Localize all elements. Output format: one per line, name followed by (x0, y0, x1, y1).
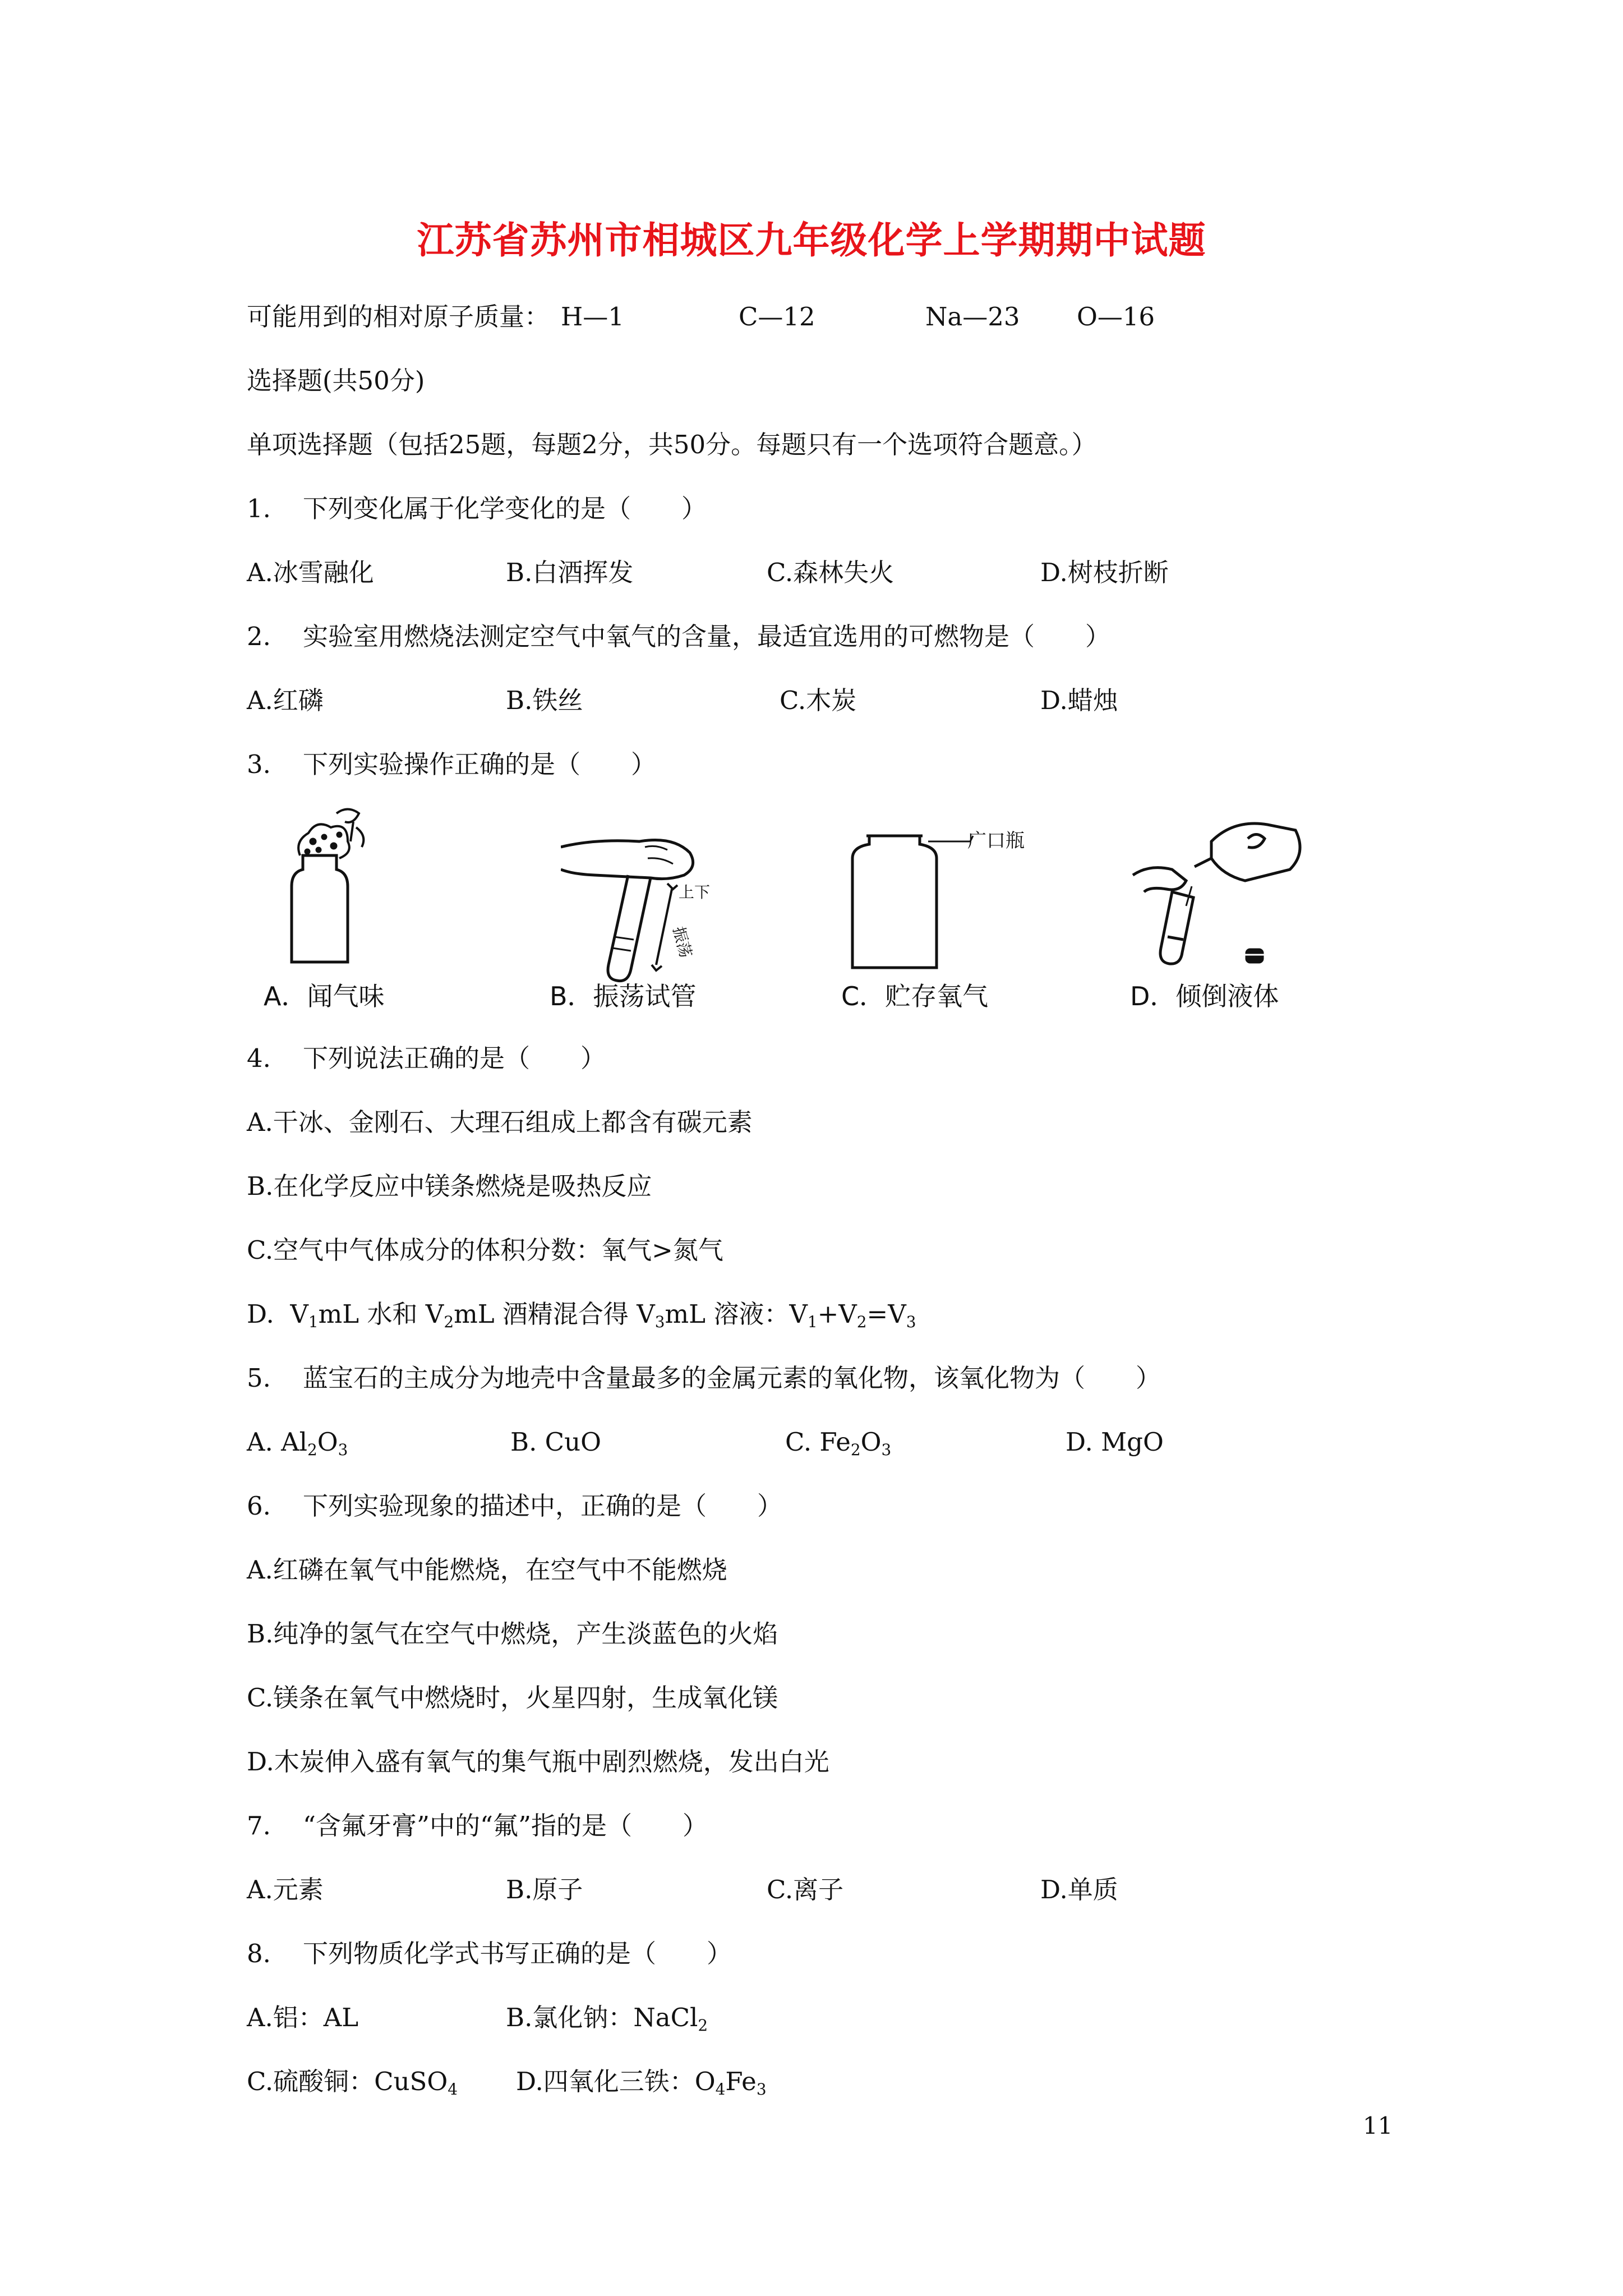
q1-option-b: B.白酒挥发 (506, 558, 634, 587)
q8-option-a: A.铝：AL (247, 2003, 359, 2032)
shake-word-label: 振荡 (669, 924, 695, 960)
question-stem: 下列变化属于化学变化的是（ ） (303, 494, 707, 523)
question-8 (247, 1941, 732, 1966)
q5-option-a: A. $Al_2O_3$ (247, 1427, 348, 1459)
q6-option-b: B.纯净的氢气在空气中燃烧，产生淡蓝色的火焰 (247, 1619, 778, 1649)
q8-option-c: C.硫酸铜：CuSO$_4$ (247, 2067, 458, 2099)
q1-option-a: A.冰雪融化 (247, 558, 374, 587)
question-number: 8. (247, 1939, 271, 1968)
q4-option-b: B.在化学反应中镁条燃烧是吸热反应 (247, 1171, 652, 1201)
atomic-mass-o: O—16 (1077, 302, 1155, 332)
question-stem: “含氟牙膏”中的“氟”指的是（ ） (303, 1811, 708, 1841)
q7-option-a: A.元素 (247, 1875, 324, 1904)
instructions: 单项选择题（包括25题，每题2分，共50分。每题只有一个选项符合题意。） (247, 430, 1097, 459)
smell-gas-figure (269, 802, 404, 970)
q4-option-c: C.空气中气体成分的体积分数：氧气>氮气 (247, 1235, 723, 1265)
q5-option-b: B. CuO (510, 1427, 601, 1457)
question-stem: 蓝宝石的主成分为地壳中含量最多的金属元素的氧化物，该氧化物为（ ） (303, 1363, 1161, 1393)
q6-option-c: C.镁条在氧气中燃烧时，火星四射，生成氧化镁 (247, 1683, 778, 1713)
q2-option-b: B.铁丝 (506, 685, 583, 715)
q5-option-d: D. MgO (1066, 1427, 1164, 1457)
question-4 (247, 1043, 606, 1073)
q4-option-a: A.干冰、金刚石、大理石组成上都含有碳元素 (247, 1107, 753, 1137)
atomic-mass-na: Na—23 (925, 302, 1020, 332)
q8-option-b: B.氯化钠：NaCl$_2$ (506, 2003, 708, 2035)
q7-option-c: C.离子 (767, 1875, 844, 1904)
question-stem: 下列物质化学式书写正确的是（ ） (303, 1939, 732, 1968)
q8-option-d: D.四氧化三铁：$O_4Fe_3$ (516, 2067, 767, 2099)
q7-option-b: B.原子 (506, 1875, 583, 1904)
question-stem: 下列实验操作正确的是（ ） (303, 749, 657, 779)
q2-option-d: D.蜡烛 (1040, 685, 1118, 715)
question-stem: 下列说法正确的是（ ） (303, 1043, 606, 1073)
wide-mouth-bottle-figure (841, 827, 1032, 973)
q3-caption-b: B．振荡试管 (550, 981, 697, 1011)
q6-option-a: A.红磷在氧气中能燃烧，在空气中不能燃烧 (247, 1555, 727, 1585)
q6-option-d: D.木炭伸入盛有氧气的集气瓶中剧烈燃烧，发出白光 (247, 1747, 829, 1777)
pour-liquid-figure (1127, 808, 1312, 987)
atomic-mass-h: H—1 (561, 302, 624, 332)
question-number: 7. (247, 1811, 271, 1841)
question-stem: 实验室用燃烧法测定空气中氧气的含量，最适宜选用的可燃物是（ ） (303, 622, 1111, 651)
q2-option-c: C.木炭 (780, 685, 857, 715)
question-5 (247, 1365, 1161, 1391)
q1-option-d: D.树枝折断 (1040, 558, 1169, 587)
q3-caption-c: C．贮存氧气 (841, 981, 989, 1011)
question-6 (247, 1493, 782, 1519)
q2-option-a: A.红磷 (247, 685, 324, 715)
q5-option-c: C. $Fe_2O_3$ (785, 1427, 892, 1459)
question-7 (247, 1811, 708, 1841)
question-stem: 下列实验现象的描述中，正确的是（ ） (303, 1491, 783, 1521)
question-number: 4. (247, 1043, 271, 1073)
shake-test-tube-figure (561, 836, 723, 987)
question-number: 6. (247, 1491, 271, 1521)
atomic-mass-c: C—12 (739, 302, 815, 332)
question-3 (247, 749, 657, 779)
section-heading: 选择题(共50分) (247, 366, 425, 395)
page-title: 江苏省苏州市相城区九年级化学上学期期中试题 (417, 218, 1206, 262)
page-number: 11 (1363, 2112, 1393, 2139)
question-number: 1. (247, 494, 271, 523)
question-2 (247, 624, 1110, 649)
q3-caption-d: D．倾倒液体 (1130, 981, 1279, 1011)
q3-caption-a: A．闻气味 (264, 981, 385, 1011)
atomic-mass-label: 可能用到的相对原子质量： (247, 302, 550, 332)
question-number: 3. (247, 749, 271, 779)
q1-option-c: C.森林失火 (767, 558, 895, 587)
shake-up-label: 上下 (679, 883, 711, 901)
q7-option-d: D.单质 (1040, 1875, 1118, 1904)
wide-mouth-bottle-label: 广口瓶 (967, 830, 1025, 852)
atomic-mass-line (247, 302, 550, 332)
question-number: 2. (247, 622, 271, 651)
question-1 (247, 496, 707, 521)
q4-option-d: D. $V_1mL$ 水和 $V_2mL$ 酒精混合得 $V_3mL$ 溶液：$V_1+V_2=V_3$ (247, 1299, 916, 1331)
question-number: 5. (247, 1363, 271, 1393)
